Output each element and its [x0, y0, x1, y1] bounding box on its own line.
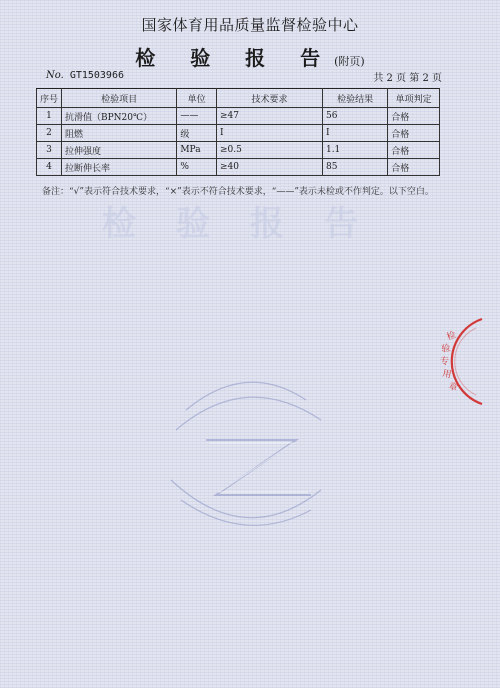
row-requirement: I [216, 125, 322, 142]
table-row [37, 125, 440, 142]
svg-text:章: 章 [446, 381, 459, 394]
svg-text:专: 专 [440, 357, 450, 367]
row-item: 拉断伸长率 [62, 159, 177, 176]
row-requirement: ≥0.5 [216, 142, 322, 159]
row-no: 2 [37, 125, 62, 142]
row-verdict: 合格 [388, 142, 440, 159]
table-row [37, 159, 440, 176]
row-verdict: 合格 [388, 125, 440, 142]
svg-text:用: 用 [441, 369, 453, 381]
row-unit: MPa [177, 142, 217, 159]
page-count: 共 2 页 第 2 页 [373, 73, 442, 84]
report-subtitle: (附页) [334, 55, 365, 68]
col-header-result: 检验结果 [322, 89, 387, 108]
organization-name: 国家体育用品质量监督检验中心 [141, 16, 359, 34]
report-title-text: 检 验 报 告 [135, 46, 335, 70]
row-verdict: 合格 [388, 159, 440, 176]
report-title [0, 42, 500, 71]
row-unit: % [177, 159, 217, 176]
row-result: I [322, 125, 387, 142]
table-note: 备注：“√”表示符合技术要求，“×”表示不符合技术要求，“——”表示未检或不作判定。以下空白。 [42, 187, 434, 197]
col-header-requirement: 技术要求 [216, 89, 322, 108]
col-header-item: 检验项目 [62, 89, 177, 108]
col-header-no: 序号 [37, 89, 62, 108]
table-row [37, 142, 440, 159]
row-no: 3 [37, 142, 62, 159]
row-unit: 级 [177, 125, 217, 142]
svg-text:检: 检 [445, 330, 458, 343]
row-no: 1 [37, 108, 62, 125]
row-result: 85 [322, 159, 387, 176]
watermark-text: 检验报告 [102, 204, 398, 244]
row-requirement: ≥47 [216, 108, 322, 125]
report-number [46, 70, 124, 81]
col-header-verdict: 单项判定 [388, 89, 440, 108]
svg-text:验: 验 [440, 343, 452, 355]
row-requirement: ≥40 [216, 159, 322, 176]
table-header-row [37, 89, 440, 108]
results-table [36, 88, 440, 176]
row-no: 4 [37, 159, 62, 176]
emblem-watermark-icon [146, 370, 346, 540]
row-result: 1.1 [322, 142, 387, 159]
col-header-unit: 单位 [177, 89, 217, 108]
row-item: 阻燃 [62, 125, 177, 142]
official-seal-stamp [424, 314, 484, 409]
table-row [37, 108, 440, 125]
report-number-label: No. [46, 70, 64, 81]
row-item: 抗滑值（BPN20℃） [62, 108, 177, 125]
row-unit: —— [177, 108, 217, 125]
row-item: 拉伸强度 [62, 142, 177, 159]
row-verdict: 合格 [388, 108, 440, 125]
row-result: 56 [322, 108, 387, 125]
report-number-value: GT1503966 [69, 70, 124, 81]
